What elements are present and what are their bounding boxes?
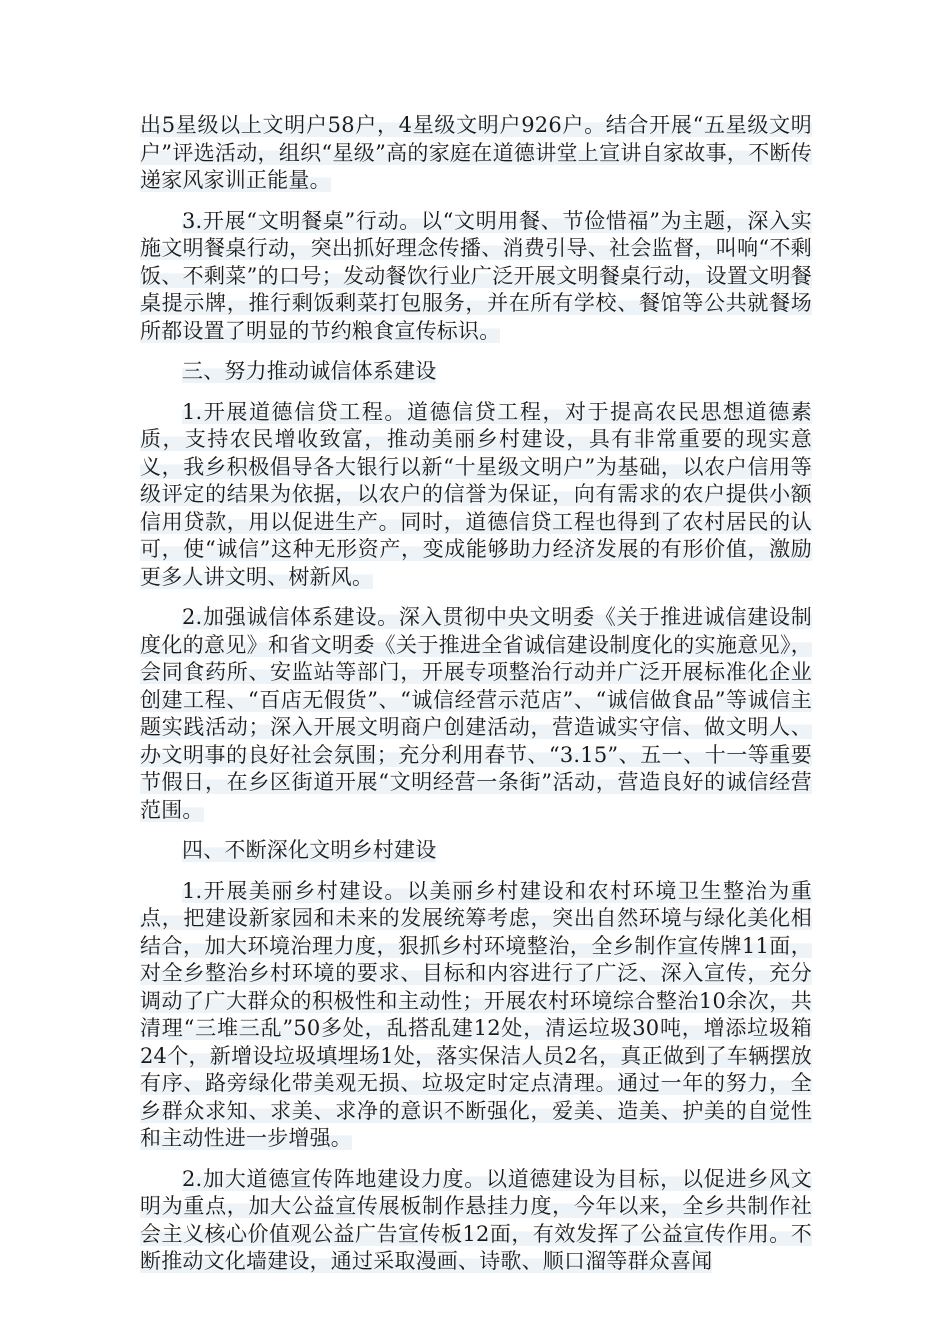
paragraph-8	[140, 1166, 812, 1276]
section-heading-3	[140, 358, 812, 386]
document-body	[140, 112, 812, 1289]
heading-text: 四、不断深化文明乡村建设	[182, 838, 437, 862]
paragraph-text: 1.开展美丽乡村建设。以美丽乡村建设和农村环境卫生整治为重点，把建设新家园和未来的发展统筹考虑，突出自然环境与绿化美化相结合，加大环境治理力度，狠抓乡村环境整治，全乡制作宣传牌11面，对全乡整治乡村环境的要求、目标和内容进行了广泛、深入宣传，充分调动了广大群众的积极性和主动性；开展农村环境综合整治10余次，共清理“三堆三乱”50多处，乱搭乱建12处，清运垃圾30吨，增添垃圾箱24个，新增设垃圾填埋场1处，落实保洁人员2名，真正做到了车辆摆放有序、路旁绿化带美观无损、垃圾定时定点清理。通过一年的努力，全乡群众求知、求美、求净的意识不断强化，爱美、造美、护美的自觉性和主动性进一步增强。	[140, 878, 812, 1150]
paragraph-7	[140, 878, 812, 1153]
paragraph-text: 3.开展“文明餐桌”行动。以“文明用餐、节俭惜福”为主题，深入实施文明餐桌行动，突出抓好理念传播、消费引导、社会监督，叫响“不剩饭、不剩菜”的口号；发动餐饮行业广泛开展文明餐桌行动，设置文明餐桌提示牌，推行剩饭剩菜打包服务，并在所有学校、餐馆等公共就餐场所都设置了明显的节约粮食宣传标识。	[140, 208, 812, 343]
section-heading-4	[140, 837, 812, 865]
heading-text: 三、努力推动诚信体系建设	[182, 359, 437, 383]
paragraph-1	[140, 112, 812, 195]
paragraph-4	[140, 399, 812, 592]
paragraph-text: 1.开展道德信贷工程。道德信贷工程，对于提高农民思想道德素质，支持农民增收致富，推动美丽乡村建设，具有非常重要的现实意义，我乡积极倡导各大银行以新“十星级文明户”为基础，以农户信用等级评定的结果为依据，以农户的信誉为保证，向有需求的农户提供小额信用贷款，用以促进生产。同时，道德信贷工程也得到了农村居民的认可，使“诚信”这种无形资产，变成能够助力经济发展的有形价值，激励更多人讲文明、树新风。	[140, 399, 812, 589]
paragraph-text: 2.加大道德宣传阵地建设力度。以道德建设为目标，以促进乡风文明为重点，加大公益宣传展板制作悬挂力度，今年以来，全乡共制作社会主义核心价值观公益广告宣传板12面，有效发挥了公益宣传作用。不断推动文化墙建设，通过采取漫画、诗歌、顺口溜等群众喜闻	[140, 1166, 812, 1273]
paragraph-text: 出5星级以上文明户58户，4星级文明户926户。结合开展“五星级文明户”评选活动，组织“星级”高的家庭在道德讲堂上宣讲自家故事，不断传递家风家训正能量。	[140, 113, 812, 192]
paragraph-text: 2.加强诚信体系建设。深入贯彻中央文明委《关于推进诚信建设制度化的意见》和省文明委《关于推进全省诚信建设制度化的实施意见》，会同食药所、安监站等部门，开展专项整治行动并广泛开展标准化企业创建工程、“百店无假货”、“诚信经营示范店”、“诚信做食品”等诚信主题实践活动；深入开展文明商户创建活动，营造诚实守信、做文明人、办文明事的良好社会氛围；充分利用春节、“3.15”、五一、十一等重要节假日，在乡区街道开展“文明经营一条街”活动，营造良好的诚信经营范围。	[140, 605, 812, 822]
paragraph-5	[140, 604, 812, 824]
paragraph-2	[140, 208, 812, 346]
